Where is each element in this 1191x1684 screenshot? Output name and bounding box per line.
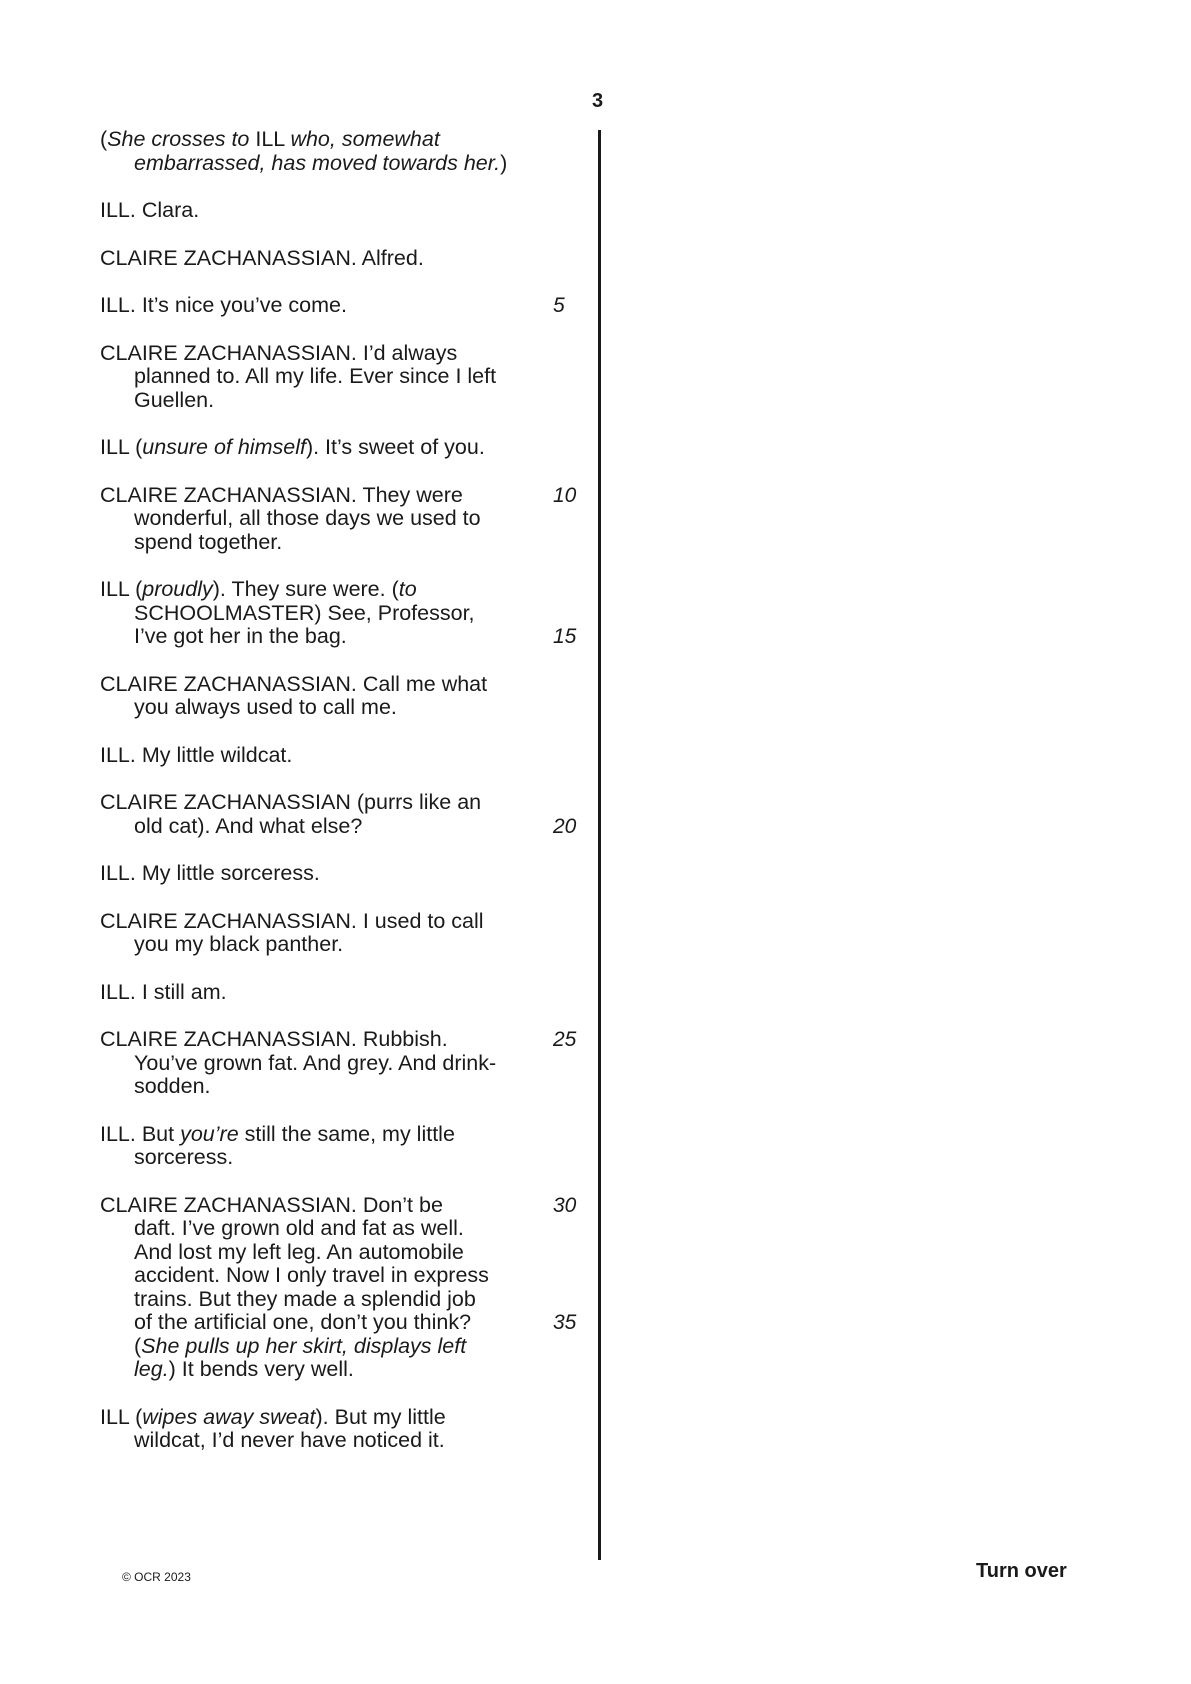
stage-direction-text: She crosses to xyxy=(107,127,250,151)
speech-continuation-line xyxy=(134,814,564,840)
dialogue-text: CLAIRE ZACHANASSIAN (purrs like an xyxy=(100,790,482,814)
line-number: 10 xyxy=(553,483,577,507)
copyright-notice: © OCR 2023 xyxy=(122,1570,191,1584)
speech-continuation-line xyxy=(134,1357,564,1383)
dialogue-text: Guellen. xyxy=(134,387,215,412)
speech-continuation-line xyxy=(134,1334,564,1360)
dialogue-text: CLAIRE ZACHANASSIAN. They were xyxy=(100,482,463,507)
dialogue-text: ) It bends very well. xyxy=(168,1357,354,1381)
dialogue-text: ( xyxy=(134,1333,142,1358)
speech-continuation-line xyxy=(134,624,564,650)
speech-line xyxy=(100,980,530,1006)
dialogue-text: ) xyxy=(500,150,508,175)
stage-direction-text: you’re xyxy=(180,1121,239,1146)
speech-line xyxy=(100,483,530,509)
dialogue-text: ILL. My little wildcat. xyxy=(100,742,293,767)
dialogue-text: accident. Now I only travel in express xyxy=(134,1263,489,1287)
dialogue-text: ). But my little xyxy=(315,1404,446,1429)
stage-direction-text: to xyxy=(398,577,417,601)
dialogue-text: of the artificial one, don’t you think? xyxy=(134,1310,472,1334)
dialogue-text: you always used to call me. xyxy=(134,695,397,719)
dialogue-text: ILL. But xyxy=(100,1121,181,1146)
speech-line xyxy=(100,293,530,319)
dialogue-text: ILL. Clara. xyxy=(100,198,200,222)
dialogue-text: ( xyxy=(100,127,108,151)
dialogue-text: You’ve grown fat. And grey. And drink- xyxy=(134,1050,497,1075)
dialogue-text: CLAIRE ZACHANASSIAN. Alfred. xyxy=(100,245,424,270)
speech-continuation-line xyxy=(134,1428,564,1454)
dialogue-text: ILL ( xyxy=(100,435,143,459)
speech-line xyxy=(100,1193,530,1219)
dialogue-text: daft. I’ve grown old and fat as well. xyxy=(134,1216,464,1240)
dialogue-text: wonderful, all those days we used to xyxy=(134,506,481,530)
dialogue-text: ILL. It’s nice you’ve come. xyxy=(100,293,347,317)
dialogue-text: And lost my left leg. An automobile xyxy=(134,1239,464,1264)
speech-line xyxy=(100,743,530,769)
speech-continuation-line xyxy=(134,506,564,532)
speech-line xyxy=(100,341,530,367)
speech-continuation-line xyxy=(134,530,564,556)
dialogue-text: ILL ( xyxy=(100,577,143,601)
dialogue-text: CLAIRE ZACHANASSIAN. Call me what xyxy=(100,671,488,696)
speech-line xyxy=(100,861,530,887)
line-number: 15 xyxy=(553,625,577,648)
dialogue-text: wildcat, I’d never have noticed it. xyxy=(134,1428,445,1452)
speech-continuation-line xyxy=(134,1263,564,1289)
dialogue-text: you my black panther. xyxy=(134,932,344,956)
speech-line xyxy=(100,672,530,698)
speech-continuation-line xyxy=(134,1074,564,1100)
speech-continuation-line xyxy=(134,1145,564,1171)
speech-line xyxy=(100,246,530,272)
speech-continuation-line xyxy=(134,1310,564,1336)
dialogue-text: ). They sure were. ( xyxy=(212,577,399,601)
dialogue-text: SCHOOLMASTER) See, Professor, xyxy=(134,600,475,625)
dialogue-text: CLAIRE ZACHANASSIAN. I’d always xyxy=(100,340,458,365)
stage-direction-text: embarrassed, has moved towards her. xyxy=(134,150,501,175)
dialogue-text: spend together. xyxy=(134,529,283,554)
line-number: 35 xyxy=(553,1311,577,1334)
margin-rule xyxy=(598,130,601,1560)
dialogue-text: still the same, my little xyxy=(238,1121,455,1146)
speech-line xyxy=(100,909,530,935)
speech-continuation-line xyxy=(134,151,564,177)
stage-direction-text: She pulls up her skirt, displays left xyxy=(141,1333,467,1358)
dialogue-text: ILL xyxy=(249,127,291,151)
dialogue-text: sodden. xyxy=(134,1074,211,1098)
line-number: 20 xyxy=(553,814,577,838)
dialogue-text: sorceress. xyxy=(134,1145,234,1169)
dialogue-text: CLAIRE ZACHANASSIAN. I used to call xyxy=(100,908,484,933)
speech-continuation-line xyxy=(134,1216,564,1242)
turn-over-label: Turn over xyxy=(976,1560,1067,1582)
speech-continuation-line xyxy=(134,601,564,627)
dialogue-text: CLAIRE ZACHANASSIAN. Rubbish. xyxy=(100,1027,448,1051)
dialogue-text: planned to. All my life. Ever since I left xyxy=(134,364,497,388)
dialogue-text: ILL. I still am. xyxy=(100,979,227,1004)
speech-line xyxy=(100,127,530,153)
speech-continuation-line xyxy=(134,1240,564,1266)
stage-direction-text: proudly xyxy=(142,577,213,601)
speech-continuation-line xyxy=(134,388,564,414)
speech-line xyxy=(100,1027,530,1053)
dialogue-text: ). It’s sweet of you. xyxy=(305,435,485,459)
speech-line xyxy=(100,790,530,816)
speech-line xyxy=(100,198,530,224)
line-number: 25 xyxy=(553,1028,577,1051)
dialogue-text: old cat). And what else? xyxy=(134,813,363,838)
dialogue-text: trains. But they made a splendid job xyxy=(134,1286,476,1311)
speech-line xyxy=(100,435,530,461)
dialogue-text: I’ve got her in the bag. xyxy=(134,624,347,648)
stage-direction-text: leg. xyxy=(134,1357,169,1381)
stage-direction-text: who, somewhat xyxy=(290,127,440,151)
line-number: 30 xyxy=(553,1193,577,1217)
dialogue-text: ILL. My little sorceress. xyxy=(100,861,320,885)
stage-direction-text: unsure of himself xyxy=(142,435,306,459)
dialogue-text: ILL ( xyxy=(100,1404,143,1429)
speech-continuation-line xyxy=(134,364,564,390)
speech-line xyxy=(100,1122,530,1148)
speech-continuation-line xyxy=(134,932,564,958)
speech-line xyxy=(100,1405,530,1431)
page-number: 3 xyxy=(592,90,604,112)
speech-line xyxy=(100,577,530,603)
dialogue-text: CLAIRE ZACHANASSIAN. Don’t be xyxy=(100,1192,443,1217)
stage-direction-text: wipes away sweat xyxy=(142,1404,316,1429)
speech-continuation-line xyxy=(134,695,564,721)
speech-continuation-line xyxy=(134,1051,564,1077)
line-number: 5 xyxy=(553,294,565,317)
speech-continuation-line xyxy=(134,1287,564,1313)
